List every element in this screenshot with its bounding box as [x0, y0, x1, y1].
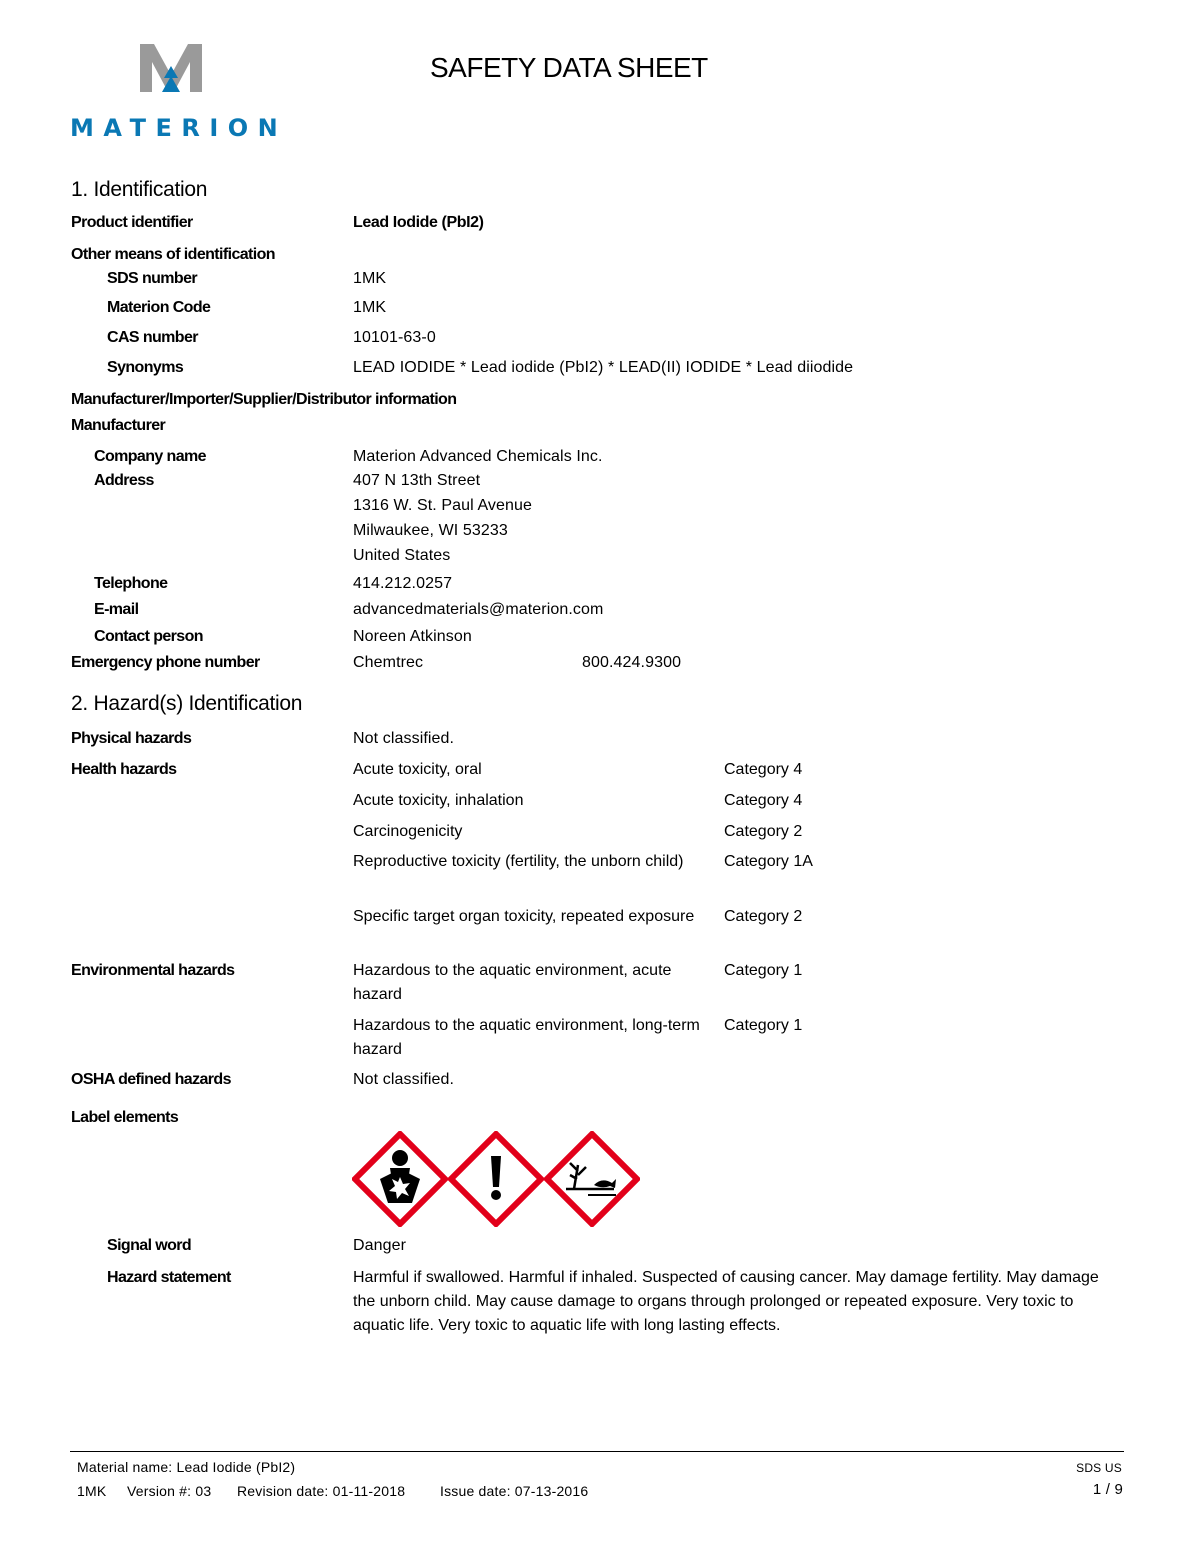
emergency-provider: Chemtrec	[353, 654, 424, 671]
product-identifier-label: Product identifier	[71, 214, 193, 231]
hazard-statement-value: Harmful if swallowed. Harmful if inhaled. Suspected of causing cancer. May damage fertility. May damage the unborn child. May cause damage to organs through prolonged or repeated exposure. Very toxic to aquatic life. Very toxic to aquatic life with long lasting effects.	[353, 1269, 1099, 1334]
address-line: United States	[353, 547, 451, 564]
health-hazard-name: Acute toxicity, inhalation	[353, 792, 524, 809]
cas-number-label: CAS number	[107, 329, 198, 346]
cas-number-value: 10101-63-0	[353, 329, 436, 346]
address-label: Address	[94, 472, 154, 489]
contact-person-value: Noreen Atkinson	[353, 628, 472, 645]
materion-code-label: Materion Code	[107, 299, 211, 316]
synonyms-value: LEAD IODIDE * Lead iodide (PbI2) * LEAD(II) IODIDE * Lead diiodide	[353, 359, 854, 376]
materion-logo-mark-icon	[140, 44, 202, 92]
environment-pictogram-icon	[544, 1131, 640, 1227]
environmental-hazard-category: Category 1	[724, 962, 803, 979]
health-hazard-category: Category 4	[724, 792, 803, 809]
footer-divider	[70, 1451, 1124, 1452]
footer-version: Version #: 03	[127, 1483, 212, 1499]
email-label: E-mail	[94, 601, 139, 618]
label-elements-label: Label elements	[71, 1109, 179, 1126]
company-name-value: Materion Advanced Chemicals Inc.	[353, 448, 603, 465]
address-line: 1316 W. St. Paul Avenue	[353, 497, 533, 514]
hazard-statement-label: Hazard statement	[107, 1269, 231, 1286]
health-hazard-category: Category 1A	[724, 853, 813, 870]
email-value: advancedmaterials@materion.com	[353, 601, 604, 618]
environmental-hazard-name: Hazardous to the aquatic environment, acute hazard	[353, 962, 672, 1003]
footer-code: 1MK	[77, 1483, 107, 1499]
health-hazard-name: Specific target organ toxicity, repeated exposure	[353, 908, 695, 925]
synonyms-label: Synonyms	[107, 359, 184, 376]
footer-material-name: Material name: Lead Iodide (PbI2)	[77, 1459, 296, 1475]
footer-sds-region: SDS US	[1076, 1461, 1122, 1475]
health-hazard-category: Category 2	[724, 823, 803, 840]
address-line: 407 N 13th Street	[353, 472, 481, 489]
emergency-phone-number: 800.424.9300	[582, 654, 682, 671]
address-line: Milwaukee, WI 53233	[353, 522, 508, 539]
manufacturer-label: Manufacturer	[71, 417, 166, 434]
manufacturer-info-label: Manufacturer/Importer/Supplier/Distributor information	[71, 391, 457, 408]
document-title: SAFETY DATA SHEET	[430, 52, 708, 83]
sds-number-value: 1MK	[353, 270, 387, 287]
environmental-hazards-label: Environmental hazards	[71, 962, 235, 979]
signal-word-label: Signal word	[107, 1237, 192, 1254]
environmental-hazard-category: Category 1	[724, 1017, 803, 1034]
health-hazard-name: Acute toxicity, oral	[353, 761, 482, 778]
section-1-title: 1. Identification	[71, 178, 208, 201]
health-hazard-category: Category 4	[724, 761, 803, 778]
health-hazard-name: Reproductive toxicity (fertility, the unborn child)	[353, 853, 684, 870]
emergency-phone-label: Emergency phone number	[71, 654, 260, 671]
contact-person-label: Contact person	[94, 628, 203, 645]
environmental-hazard-name: Hazardous to the aquatic environment, long-term hazard	[353, 1017, 700, 1058]
sds-number-label: SDS number	[107, 270, 198, 287]
osha-hazards-label: OSHA defined hazards	[71, 1071, 231, 1088]
osha-hazards-value: Not classified.	[353, 1071, 455, 1088]
health-hazard-name: Carcinogenicity	[353, 823, 463, 840]
health-hazard-category: Category 2	[724, 908, 803, 925]
footer-issue-date: Issue date: 07-13-2016	[440, 1483, 589, 1499]
materion-code-value: 1MK	[353, 299, 387, 316]
health-hazard-pictogram-icon	[352, 1131, 448, 1227]
section-2-title: 2. Hazard(s) Identification	[71, 692, 303, 715]
physical-hazards-value: Not classified.	[353, 730, 455, 747]
product-identifier-value: Lead Iodide (PbI2)	[353, 214, 484, 231]
telephone-value: 414.212.0257	[353, 575, 453, 592]
footer-page-number: 1 / 9	[1092, 1481, 1123, 1498]
company-name-label: Company name	[94, 448, 206, 465]
health-hazards-label: Health hazards	[71, 761, 177, 778]
telephone-label: Telephone	[94, 575, 168, 592]
other-means-label: Other means of identification	[71, 246, 275, 263]
signal-word-value: Danger	[353, 1237, 407, 1254]
exclamation-pictogram-icon	[448, 1131, 544, 1227]
physical-hazards-label: Physical hazards	[71, 730, 192, 747]
logo-wordmark: MATERION	[70, 114, 288, 142]
footer-revision-date: Revision date: 01-11-2018	[237, 1483, 406, 1499]
